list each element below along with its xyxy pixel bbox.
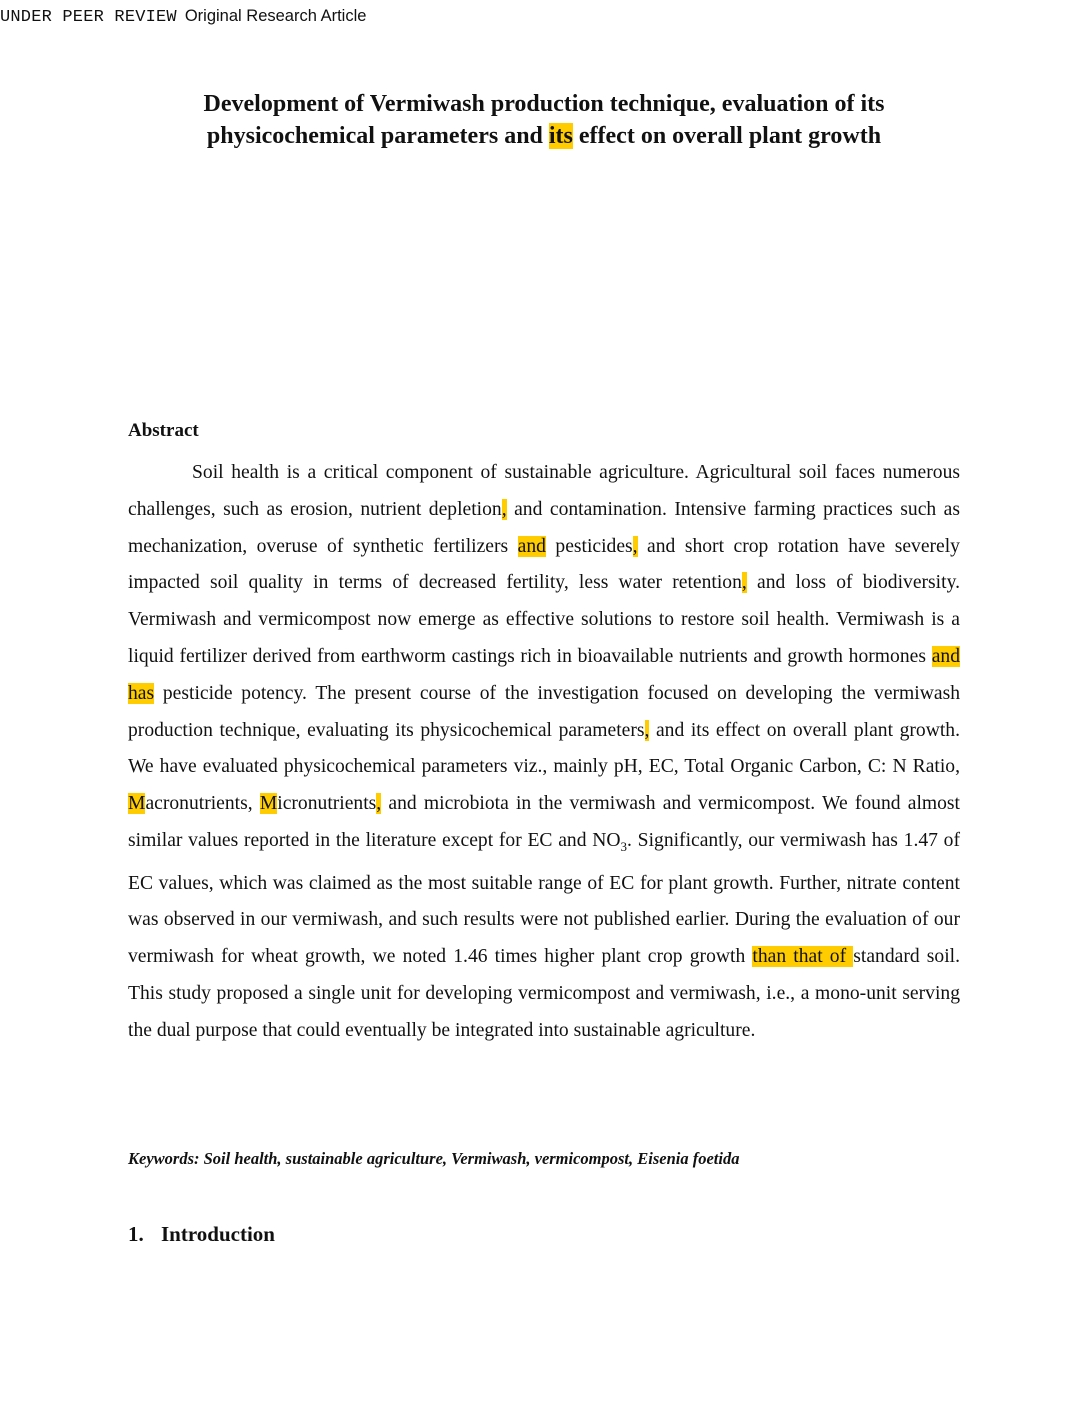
keywords: Keywords: Soil health, sustainable agriculture, Vermiwash, vermicompost, Eisenia foetida (128, 1149, 740, 1168)
abstract-highlight: M (259, 793, 278, 815)
abstract-text: and its effect on overall plant growth. We have evaluated physicochemical parameters viz., mainly pH, EC, Total Organic Carbon, C: N Ratio, (128, 719, 960, 778)
abstract-text: and short crop rotation have severely impacted soil quality in terms of decreased fertility, less water retention (128, 535, 960, 594)
abstract-text: . Significantly, our vermiwash has 1.47 of EC values, which was claimed as the most suitable range of EC for plant growth. Further, nitrate content was observed in our vermiwash, and such results were not published earlier. During the evaluation of our vermiwash for wheat growth, we noted 1.46 times higher plant crop growth (128, 829, 960, 968)
abstract-highlight: and (517, 535, 546, 557)
title-line-1: Development of Vermiwash production technique, evaluation of its (203, 91, 885, 117)
abstract-highlight: than that of (752, 946, 854, 968)
abstract-highlight: M (128, 793, 146, 815)
abstract-highlight: , (376, 793, 382, 815)
subscript: 3 (620, 838, 628, 854)
abstract-body (128, 455, 960, 1050)
abstract-text: and microbiota in the vermiwash and vermicompost. We found almost similar values reported in the literature except for EC and NO (128, 793, 960, 851)
abstract-highlight: , (632, 535, 638, 557)
article-type: Original Research Article (184, 7, 367, 25)
review-label: UNDER PEER REVIEW (0, 8, 177, 27)
abstract-text: and contamination. Intensive farming practices such as mechanization, overuse of synthetic fertilizers (128, 498, 960, 557)
abstract-text: pesticide potency. The present course of the investigation focused on developing the vermiwash production technique, evaluating its physicochemical parameters (128, 682, 960, 741)
section-title: Introduction (161, 1222, 275, 1246)
abstract-highlight: , (644, 719, 650, 741)
title-highlight: its (548, 123, 573, 149)
paper-title (128, 88, 960, 152)
abstract-text: standard soil. This study proposed a single unit for developing vermicompost and vermiwash, i.e., a mono-unit serving the dual purpose that could eventually be integrated into sustainable agriculture. (128, 946, 961, 1041)
page-header (0, 6, 366, 27)
abstract-text: and loss of biodiversity. Vermiwash and vermicompost now emerge as effective solutions to restore soil health. Vermiwash is a liquid fertilizer derived from earthworm castings rich in bioavailable nutrients and growth hormones (128, 572, 960, 667)
abstract-text: pesticides (545, 535, 633, 557)
abstract-heading: Abstract (128, 420, 199, 441)
abstract-text: Soil health is a critical component of sustainable agriculture. Agricultural soil faces numerous challenges, such as erosion, nutrient depletion (128, 462, 960, 520)
section-number: 1. (128, 1222, 144, 1246)
title-line-2a: physicochemical parameters and (206, 123, 549, 149)
section-heading-introduction (128, 1222, 275, 1247)
abstract-text: acronutrients, (145, 793, 260, 815)
abstract-highlight: , (501, 498, 507, 520)
abstract-text: icronutrients (277, 793, 377, 815)
abstract-highlight: , (741, 572, 747, 594)
title-line-2b: effect on overall plant growth (572, 123, 882, 149)
abstract-highlight: and has (128, 645, 960, 704)
